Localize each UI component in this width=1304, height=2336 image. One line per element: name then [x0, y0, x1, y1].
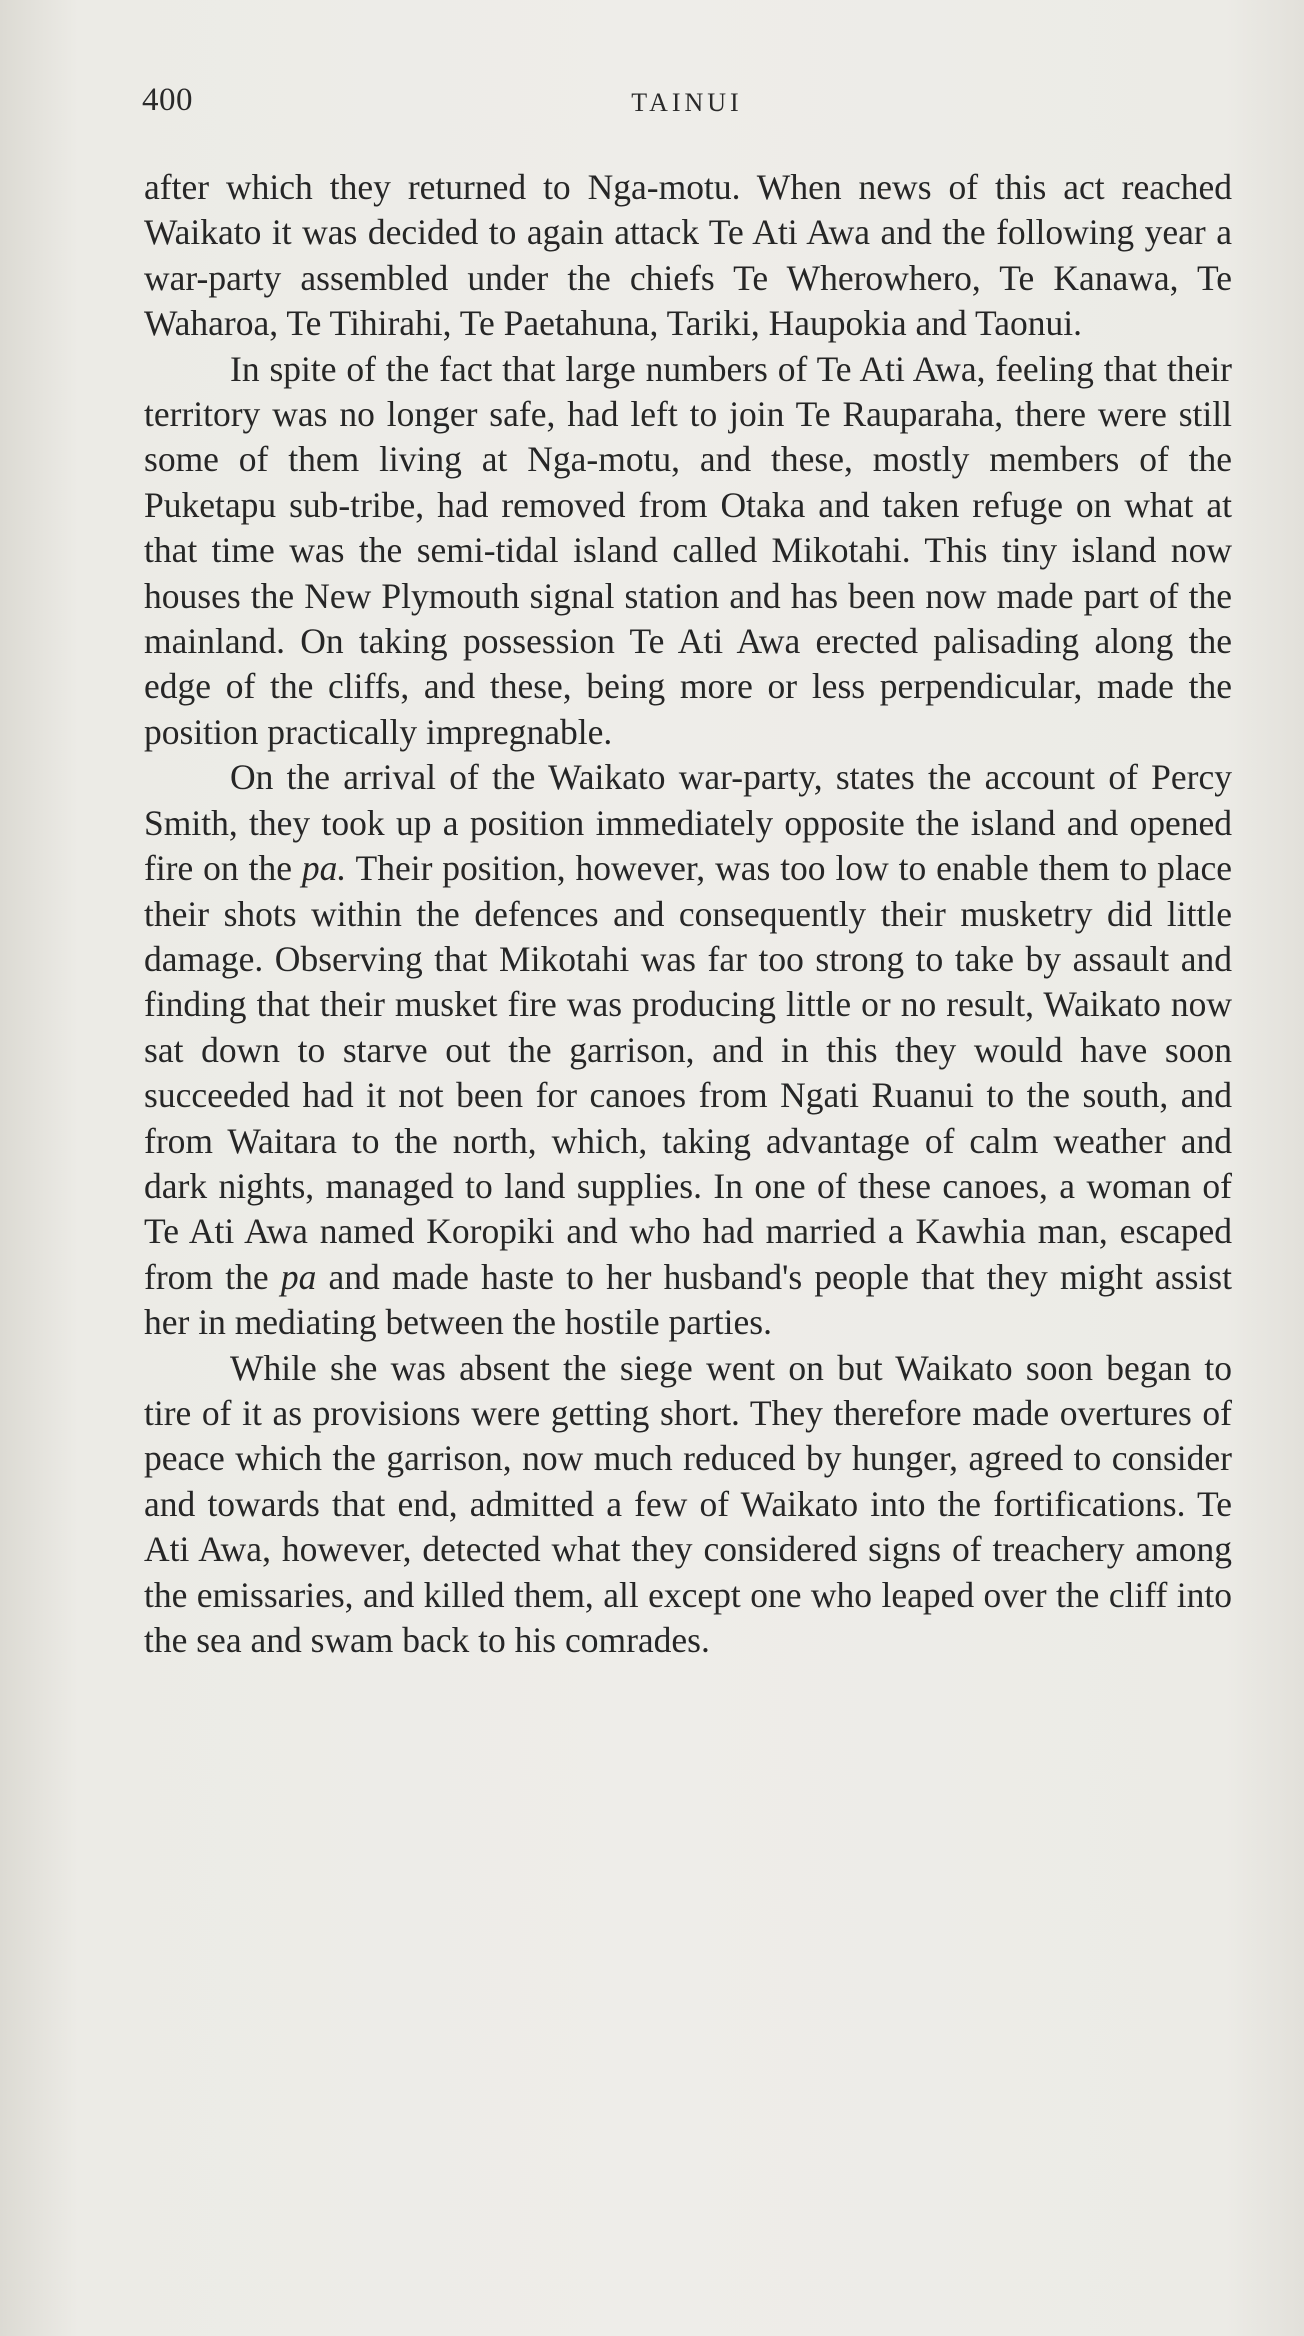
page-header	[142, 82, 1232, 132]
paragraph-text: after which they returned to Nga-motu. When news of this act reached Waikato it was decided to again attack Te Ati Awa and the following year a war-party assembled under the chiefs Te Wherowhero, Te Kanawa, Te Waharoa, Te Tihirahi, Te Paetahuna, Tariki, Haupokia and Taonui.	[144, 167, 1232, 344]
paragraph-text: While she was absent the siege went on but Waikato soon began to tire of it as provisions were getting short. They therefore made overtures of peace which the garrison, now much reduced by hunger, agreed to consider and towards that end, admitted a few of Waikato into the fortifications. Te Ati Awa, however, detected what they considered signs of treachery among the emissaries, and killed them, all except one who leaped over the cliff into the sea and swam back to his comrades.	[144, 1347, 1232, 1660]
body-text	[144, 165, 1232, 1663]
paragraph-2	[144, 347, 1232, 756]
paragraph-text: In spite of the fact that large numbers of Te Ati Awa, feeling that their territory was no longer safe, had left to join Te Rauparaha, there were still some of them living at Nga-motu, and these, mostly members of the Puketapu sub-tribe, had removed from Otaka and taken refuge on what at that time was the semi-tidal island called Mikotahi. This tiny island now houses the New Plymouth signal station and has been now made part of the mainland. On taking possession Te Ati Awa erected palisading along the edge of the cliffs, and these, being more or less perpendicular, made the position practically impregnable.	[144, 348, 1232, 752]
page-number: 400	[142, 82, 193, 118]
running-title: TAINUI	[631, 88, 743, 117]
italic-term-pa: pa	[280, 1256, 317, 1297]
paragraph-4	[144, 1346, 1232, 1664]
paragraph-1	[144, 165, 1232, 347]
paragraph-text: and made haste to her husband's people that they might assist her in mediating between the hostile parties.	[144, 1256, 1232, 1343]
paragraph-text: On the arrival of the Waikato war-party, states the account of Percy Smith, they took up a position immediately opposite the island and opened fire on the	[144, 757, 1232, 889]
italic-term-pa: pa.	[301, 848, 347, 889]
paragraph-text: Their position, however, was too low to enable them to place their shots within the defences and consequently their musketry did little damage. Observing that Mikotahi was far too strong to take by assault and finding that their musket fire was producing little or no result, Waikato now sat down to starve out the garrison, and in this they would have soon succeeded had it not been for canoes from Ngati Ruanui to the south, and from Waitara to the north, which, taking advantage of calm weather and dark nights, managed to land supplies. In one of these canoes, a woman of Te Ati Awa named Koropiki and who had married a Kawhia man, escaped from the	[144, 848, 1232, 1297]
paragraph-3	[144, 755, 1232, 1345]
